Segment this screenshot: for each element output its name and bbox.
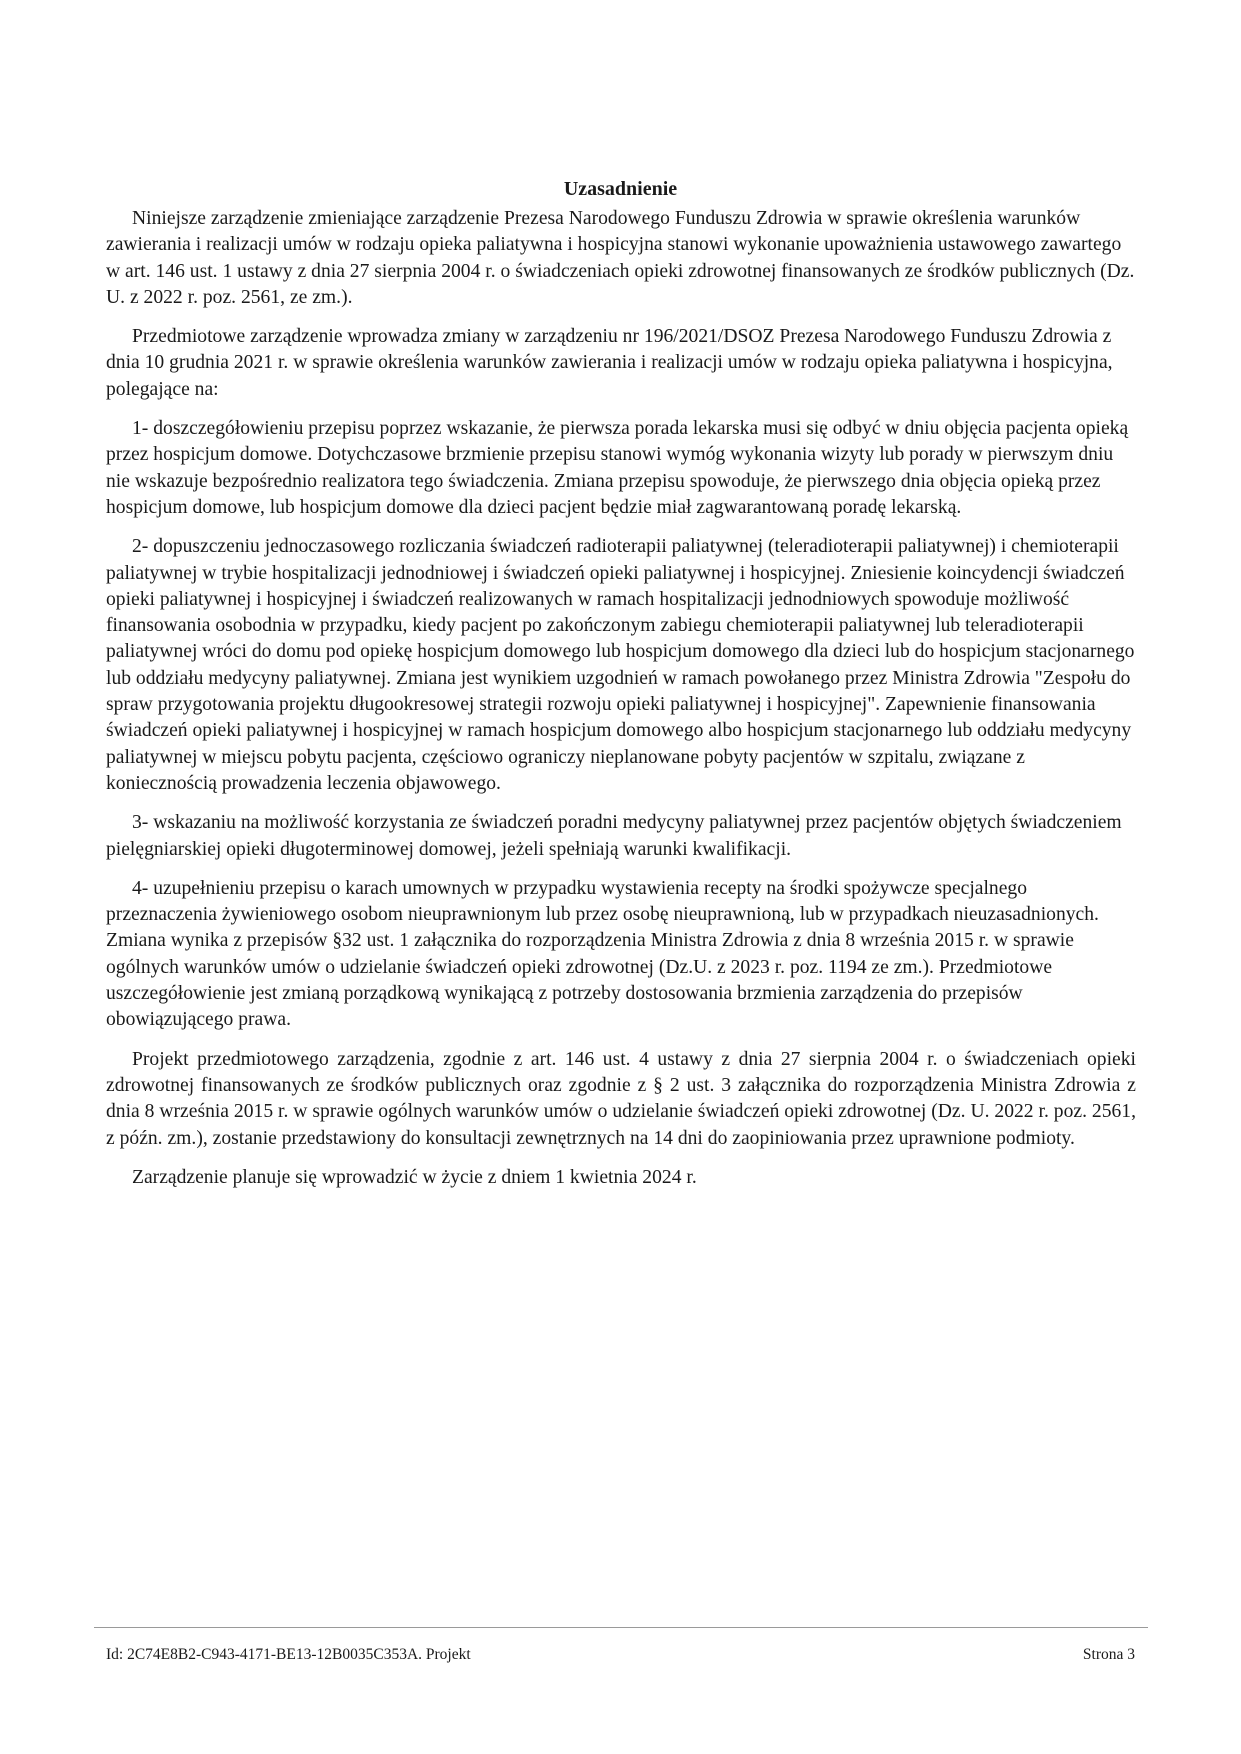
document-title: Uzasadnienie — [563, 178, 678, 200]
paragraph-change-1: 1- doszczegółowieniu przepisu poprzez wskazanie, że pierwsza porada lekarska musi się odbyć w dniu objęcia pacjenta opieką przez hospicjum domowe. Dotychczasowe brzmienie przepisu stanowi wymóg wykonania wizyty lub porady w pierwszym dniu nie wskazuje bezpośrednio realizatora tego świadczenia. Zmiana przepisu spowoduje, że pierwszego dnia objęcia opieką przez hospicjum domowe, lub hospicjum domowe dla dzieci pacjent będzie miał zagwarantowaną poradę lekarską. — [106, 418, 1129, 518]
paragraph-change-4: 4- uzupełnieniu przepisu o karach umownych w przypadku wystawienia recepty na środki spożywcze specjalnego przeznaczenia żywieniowego osobom nieuprawnionym lub przez osobę nieuprawnioną, lub w przypadkach nieuzasadnionych. Zmiana wynika z przepisów §32 ust. 1 załącznika do rozporządzenia Ministra Zdrowia z dnia 8 września 2015 r. w sprawie ogólnych warunków umów o udzielanie świadczeń opieki zdrowotnej (Dz.U. z 2023 r. poz. 1194 ze zm.). Przedmiotowe uszczegółowienie jest zmianą porządkową wynikającą z potrzeby dostosowania brzmienia zarządzenia do przepisów obowiązującego prawa. — [106, 877, 1099, 1031]
footer-document-id: Id: 2C74E8B2-C943-4171-BE13-12B0035C353A. Projekt — [106, 1646, 471, 1663]
paragraph-change-2: 2- dopuszczeniu jednoczasowego rozliczania świadczeń radioterapii paliatywnej (teleradioterapii paliatywnej) i chemioterapii paliatywnej w trybie hospitalizacji jednodniowej i świadczeń opieki paliatywnej i hospicyjnej. Zniesienie koincydencji świadczeń opieki paliatywnej i hospicyjnej i świadczeń realizowanych w ramach hospitalizacji jednodniowych spowoduje możliwość finansowania osobodnia w przypadku, kiedy pacjent po zakończonym zabiegu chemioterapii paliatywnej lub teleradioterapii paliatywnej wróci do domu pod opiekę hospicjum domowego lub hospicjum domowego dla dzieci lub do hospicjum stacjonarnego lub oddziału medycyny paliatywnej. Zmiana jest wynikiem uzgodnień w ramach powołanego przez Ministra Zdrowia "Zespołu do spraw przygotowania projektu długookresowej strategii rozwoju opieki paliatywnej i hospicyjnej". Zapewnienie finansowania świadczeń opieki paliatywnej i hospicyjnej w ramach hospicjum domowego albo hospicjum stacjonarnego lub oddziału medycyny paliatywnej w miejscu pobytu pacjenta, częściowo ograniczy nieplanowane pobyty pacjentów w szpitalu, związane z koniecznością prowadzenia leczenia objawowego. — [106, 536, 1135, 794]
paragraph-consultation: Projekt przedmiotowego zarządzenia, zgodnie z art. 146 ust. 4 ustawy z dnia 27 sierpnia 2004 r. o świadczeniach opieki zdrowotnej finansowanych ze środków publicznych oraz zgodnie z § 2 ust. 3 załącznika do rozporządzenia Ministra Zdrowia z dnia 8 września 2015 r. w sprawie ogólnych warunków umów o udzielanie świadczeń opieki zdrowotnej (Dz. U. 2022 r. poz. 2561, z późn. zm.), zostanie przedstawiony do konsultacji zewnętrznych na 14 dni do zaopiniowania przez uprawnione podmioty. — [106, 1048, 1136, 1149]
footer-page-number: Strona 3 — [1082, 1646, 1135, 1663]
paragraph-change-3: 3- wskazaniu na możliwość korzystania ze świadczeń poradni medycyny paliatywnej przez pacjentów objętych świadczeniem pielęgniarskiej opieki długoterminowej domowej, jeżeli spełniają warunki kwalifikacji. — [106, 812, 1122, 860]
paragraph-effective-date: Zarządzenie planuje się wprowadzić w życie z dniem 1 kwietnia 2024 r. — [132, 1166, 697, 1188]
footer-divider — [94, 1627, 1148, 1628]
paragraph-changes-intro: Przedmiotowe zarządzenie wprowadza zmiany w zarządzeniu nr 196/2021/DSOZ Prezesa Narodowego Funduszu Zdrowia z dnia 10 grudnia 2021 r. w sprawie określenia warunków zawierania i realizacji umów w rodzaju opieka paliatywna i hospicyjna, polegające na: — [106, 326, 1113, 400]
paragraph-legal-basis: Niniejsze zarządzenie zmieniające zarządzenie Prezesa Narodowego Funduszu Zdrowia w sprawie określenia warunków zawierania i realizacji umów w rodzaju opieka paliatywna i hospicyjna stanowi wykonanie upoważnienia ustawowego zawartego w art. 146 ust. 1 ustawy z dnia 27 sierpnia 2004 r. o świadczeniach opieki zdrowotnej finansowanych ze środków publicznych (Dz. U. z 2022 r. poz. 2561, ze zm.). — [106, 208, 1135, 308]
document-body — [106, 206, 1136, 1204]
